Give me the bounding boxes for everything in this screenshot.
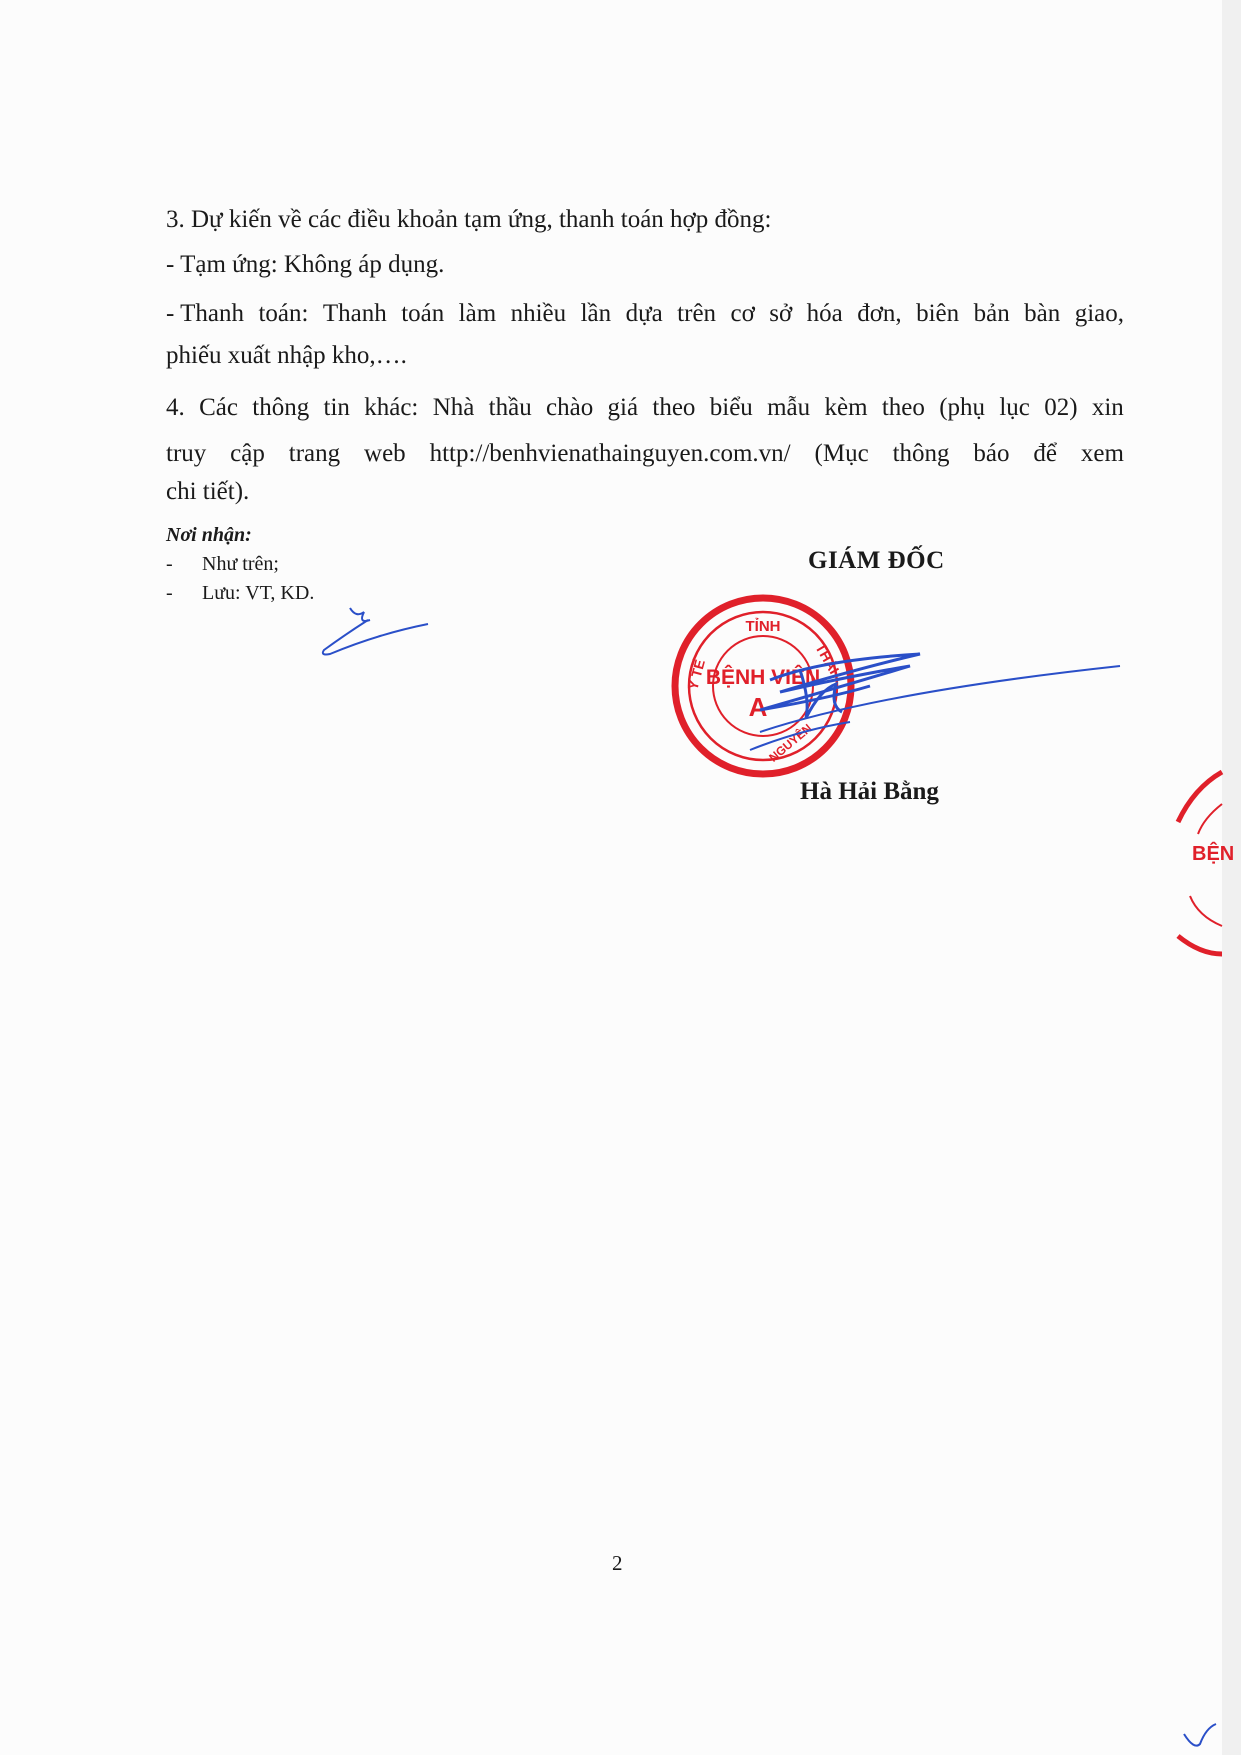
- svg-text:BỆNH VIỆN: BỆNH VIỆN: [705, 666, 821, 689]
- page-edge-shadow: [1222, 0, 1241, 1755]
- corner-signature-mark: [1180, 1720, 1222, 1754]
- svg-text:BỆN: BỆN: [1192, 843, 1235, 865]
- svg-text:A: A: [748, 692, 768, 722]
- svg-text:THÁI: THÁI: [812, 640, 843, 677]
- section3-payment-line2: phiếu xuất nhập kho,….: [166, 342, 407, 369]
- svg-text:TỈNH: TỈNH: [745, 618, 781, 635]
- section3-heading: 3. Dự kiến về các điều khoản tạm ứng, thanh toán hợp đồng:: [166, 206, 772, 233]
- section4-line3: chi tiết).: [166, 478, 250, 505]
- website-url: http://benhvienathainguyen.com.vn/: [429, 440, 791, 467]
- recipients-title: Nơi nhận:: [166, 524, 252, 546]
- director-signature: [740, 640, 1120, 760]
- section3-payment-line1: - Thanh toán: Thanh toán làm nhiều lần dựa trên cơ sở hóa đơn, biên bản bàn giao,: [166, 300, 1124, 327]
- initials-signature: [318, 600, 433, 662]
- recipient-item: - Như trên;: [166, 553, 279, 575]
- section3-advance: - Tạm ứng: Không áp dụng.: [166, 251, 445, 278]
- section4-line2: truy cập trang web http://benhvienathainguyen.com.vn/ (Mục thông báo để xem: [166, 440, 1124, 467]
- director-title: GIÁM ĐỐC: [808, 547, 945, 574]
- page-number: 2: [612, 1551, 623, 1575]
- recipient-item: - Lưu: VT, KD.: [166, 582, 315, 604]
- edge-stamp-partial: [1170, 770, 1235, 960]
- section4-line1: 4. Các thông tin khác: Nhà thầu chào giá theo biểu mẫu kèm theo (phụ lục 02) xin: [166, 394, 1124, 421]
- director-name: Hà Hải Bằng: [800, 778, 939, 805]
- svg-text:NGUYÊN: NGUYÊN: [766, 721, 815, 765]
- svg-text:Y TẾ: Y TẾ: [684, 657, 708, 692]
